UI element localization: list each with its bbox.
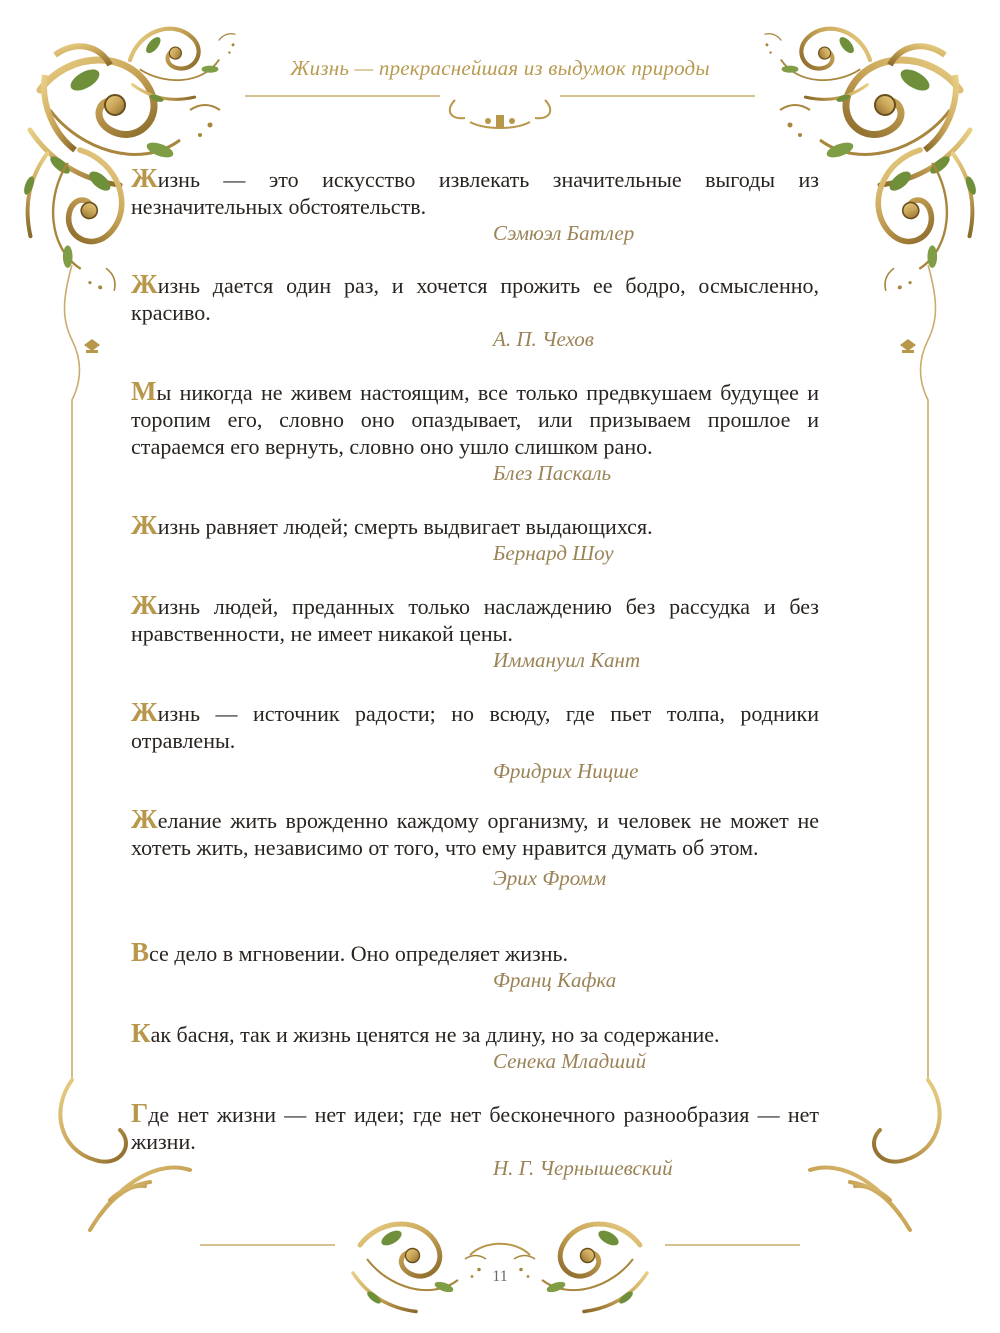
drop-cap: К: [131, 1018, 151, 1048]
drop-cap: Ж: [131, 163, 158, 193]
quote-item: [131, 512, 819, 566]
quote-item: [131, 806, 819, 891]
quote-author: Сенека Младший: [493, 1049, 647, 1073]
running-header: Жизнь — прекраснейшая из выдумок природы: [290, 56, 710, 80]
quote-text: Жизнь — это искусство извлекать значительные выгоды из незначительных обстоятельств.: [131, 163, 819, 219]
quote-text: Желание жить врожденно каждому организму, и человек не может не хотеть жить, независимо от того, что ему нравится думать об этом.: [131, 804, 819, 860]
top-right-ornament: [749, 6, 994, 311]
drop-cap: Ж: [131, 269, 158, 299]
bottom-right-ornament: [810, 1080, 940, 1230]
quote-text: Все дело в мгновении. Оно определяет жизнь.: [131, 937, 569, 967]
drop-cap: М: [131, 376, 157, 406]
quote-item: [131, 939, 819, 993]
quote-item: [131, 592, 819, 673]
quote-text: Мы никогда не живем настоящим, все только предвкушаем будущее и торопим его, словно оно опаздывает, или призываем прошлое и стараемся его вернуть, словно оно ушло слишком рано.: [131, 376, 819, 459]
quote-item: [131, 1020, 819, 1074]
quote-item: [131, 165, 819, 246]
quote-text: Где нет жизни — нет идеи; где нет бесконечного разнообразия — нет жизни.: [131, 1098, 819, 1154]
drop-cap: Ж: [131, 510, 158, 540]
drop-cap: Г: [131, 1098, 149, 1128]
quote-text: Как басня, так и жизнь ценятся не за длину, но за содержание.: [131, 1018, 720, 1048]
quote-item: [131, 378, 819, 486]
drop-cap: Ж: [131, 590, 158, 620]
quote-author: Иммануил Кант: [493, 648, 641, 672]
top-left-ornament: [6, 6, 251, 311]
quote-author: Бернард Шоу: [493, 541, 614, 565]
quote-author: А. П. Чехов: [493, 327, 594, 351]
quote-item: [131, 699, 819, 784]
drop-cap: Ж: [131, 697, 158, 727]
quote-text: Жизнь людей, преданных только наслаждению без рассудка и без нравственности, не имеет никакой цены.: [131, 590, 819, 646]
quote-text: Жизнь — источник радости; но всюду, где пьет толпа, родники отравлены.: [131, 697, 819, 753]
quote-author: Эрих Фромм: [493, 866, 607, 890]
drop-cap: В: [131, 937, 150, 967]
quote-text: Жизнь равняет людей; смерть выдвигает выдающихся.: [131, 510, 653, 540]
quote-item: [131, 271, 819, 352]
drop-cap: Ж: [131, 804, 158, 834]
quote-author: Блез Паскаль: [493, 461, 612, 485]
quote-author: Сэмюэл Батлер: [493, 221, 635, 245]
quote-author: Н. Г. Чернышевский: [493, 1156, 673, 1180]
quote-author: Франц Кафка: [493, 968, 617, 992]
quote-author: Фридрих Ницше: [493, 759, 639, 783]
page-number: 11: [492, 1268, 508, 1285]
quote-item: [131, 1100, 819, 1181]
quote-text: Жизнь дается один раз, и хочется прожить ее бодро, осмысленно, красиво.: [131, 269, 819, 325]
